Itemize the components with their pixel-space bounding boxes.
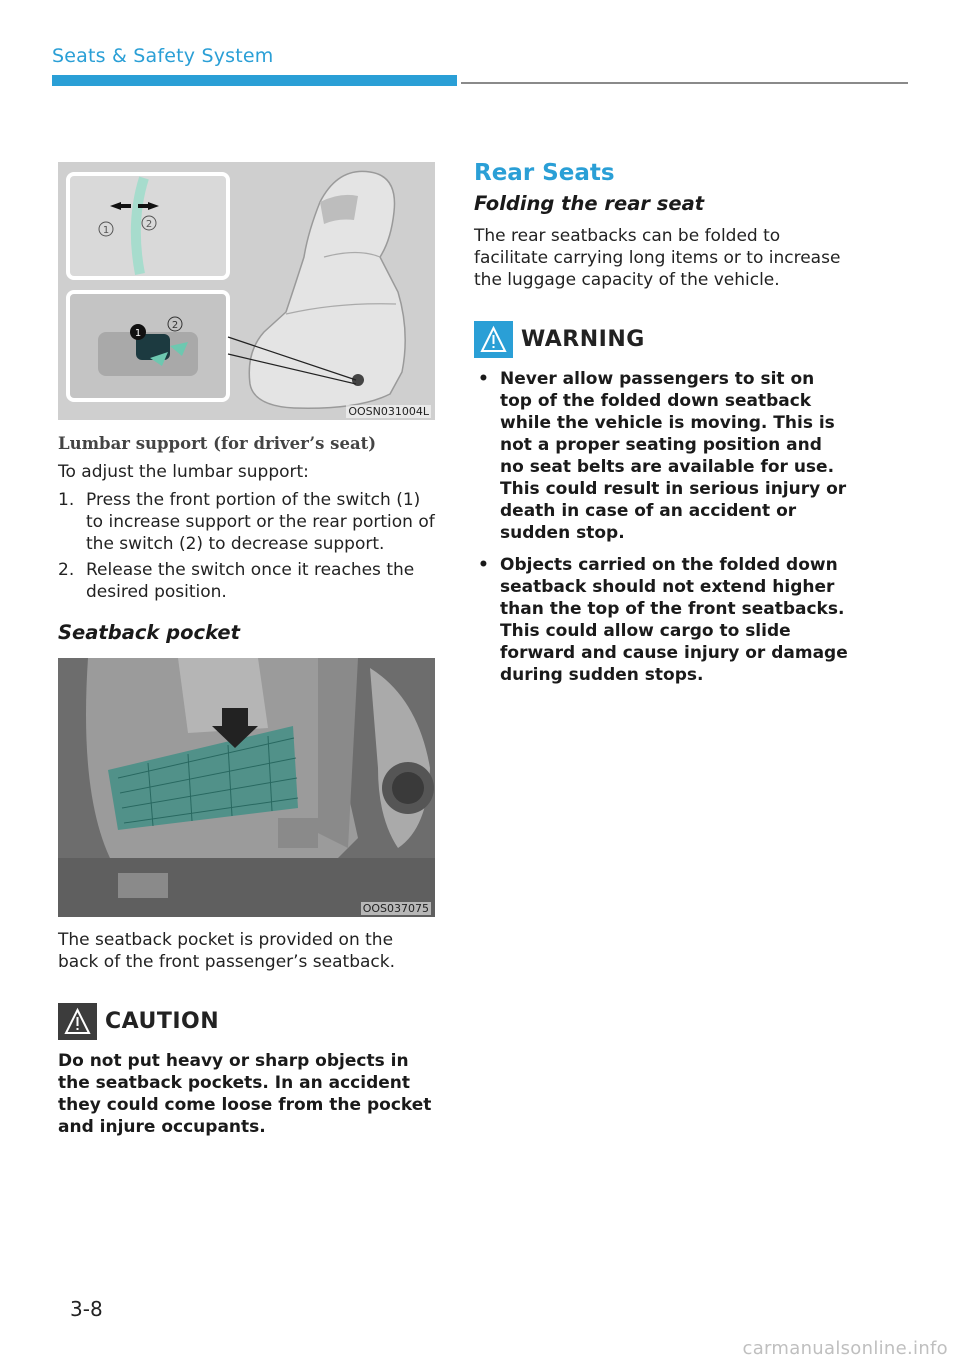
caution-text: Do not put heavy or sharp objects in the seatback pockets. In an accident they could come loose from the pocket and injure occupants. [58, 1051, 432, 1137]
figure-code: OOSN031004L [348, 405, 429, 418]
figure-callout-1: 1 [102, 225, 110, 236]
warning-item-text: Objects carried on the folded down seatback should not extend higher than the top of the front seatbacks. This could allow cargo to slide forward and cause injury or damage during sudden stops. [500, 555, 848, 685]
warning-item-text: Never allow passengers to sit on top of the folded down seatback while the vehicle is moving. This is not a proper seating position and no seat belts are available for use. This could result in serious injury or death in case of an accident or sudden stop. [500, 369, 847, 543]
pocket-figure [58, 658, 435, 917]
warning-item [474, 368, 850, 544]
caution-title: CAUTION [105, 1009, 220, 1034]
warning-header [474, 321, 850, 358]
lumbar-steps [58, 489, 436, 603]
section-title: Seats & Safety System [52, 45, 274, 67]
folding-subtitle: Folding the rear seat [474, 192, 705, 215]
bullet-dot-icon: • [478, 369, 489, 389]
step-item [58, 489, 436, 555]
step-number: 2. [58, 560, 75, 580]
warning-triangle-icon [474, 321, 513, 358]
page-number: 3-8 [70, 1297, 103, 1321]
warning-triangle-icon [58, 1003, 97, 1040]
lumbar-illustration [58, 162, 435, 420]
figure-callout-2-inset: 2 [171, 320, 179, 331]
header-accent-bar [52, 75, 457, 86]
warning-title: WARNING [521, 327, 645, 352]
warning-item [474, 554, 850, 686]
step-number: 1. [58, 490, 75, 510]
figure-callout-2: 2 [145, 219, 153, 230]
right-column [474, 160, 850, 696]
step-text: Release the switch once it reaches the desired position. [86, 560, 415, 602]
warning-list [474, 368, 850, 686]
pocket-illustration [58, 658, 435, 917]
rear-seats-title: Rear Seats [474, 160, 615, 186]
lumbar-intro: To adjust the lumbar support: [58, 462, 309, 482]
figure-code: OOS037075 [362, 902, 429, 915]
pocket-text: The seatback pocket is provided on the back of the front passenger’s seatback. [58, 930, 396, 972]
step-item [58, 559, 436, 603]
caution-header [58, 1003, 436, 1040]
pocket-heading: Seatback pocket [58, 621, 240, 644]
lumbar-heading: Lumbar support (for driver’s seat) [58, 434, 377, 453]
step-text: Press the front portion of the switch (1) to increase support or the rear portion of the switch (2) to decrease support. [86, 490, 435, 554]
bullet-dot-icon: • [478, 555, 489, 575]
lumbar-figure [58, 162, 435, 420]
header-divider [461, 82, 908, 84]
folding-text: The rear seatbacks can be folded to facilitate carrying long items or to increase the luggage capacity of the vehicle. [474, 226, 841, 290]
watermark: carmanualsonline.info [742, 1338, 948, 1359]
figure-callout-1-inset: 1 [134, 328, 142, 339]
left-column [58, 162, 436, 1138]
